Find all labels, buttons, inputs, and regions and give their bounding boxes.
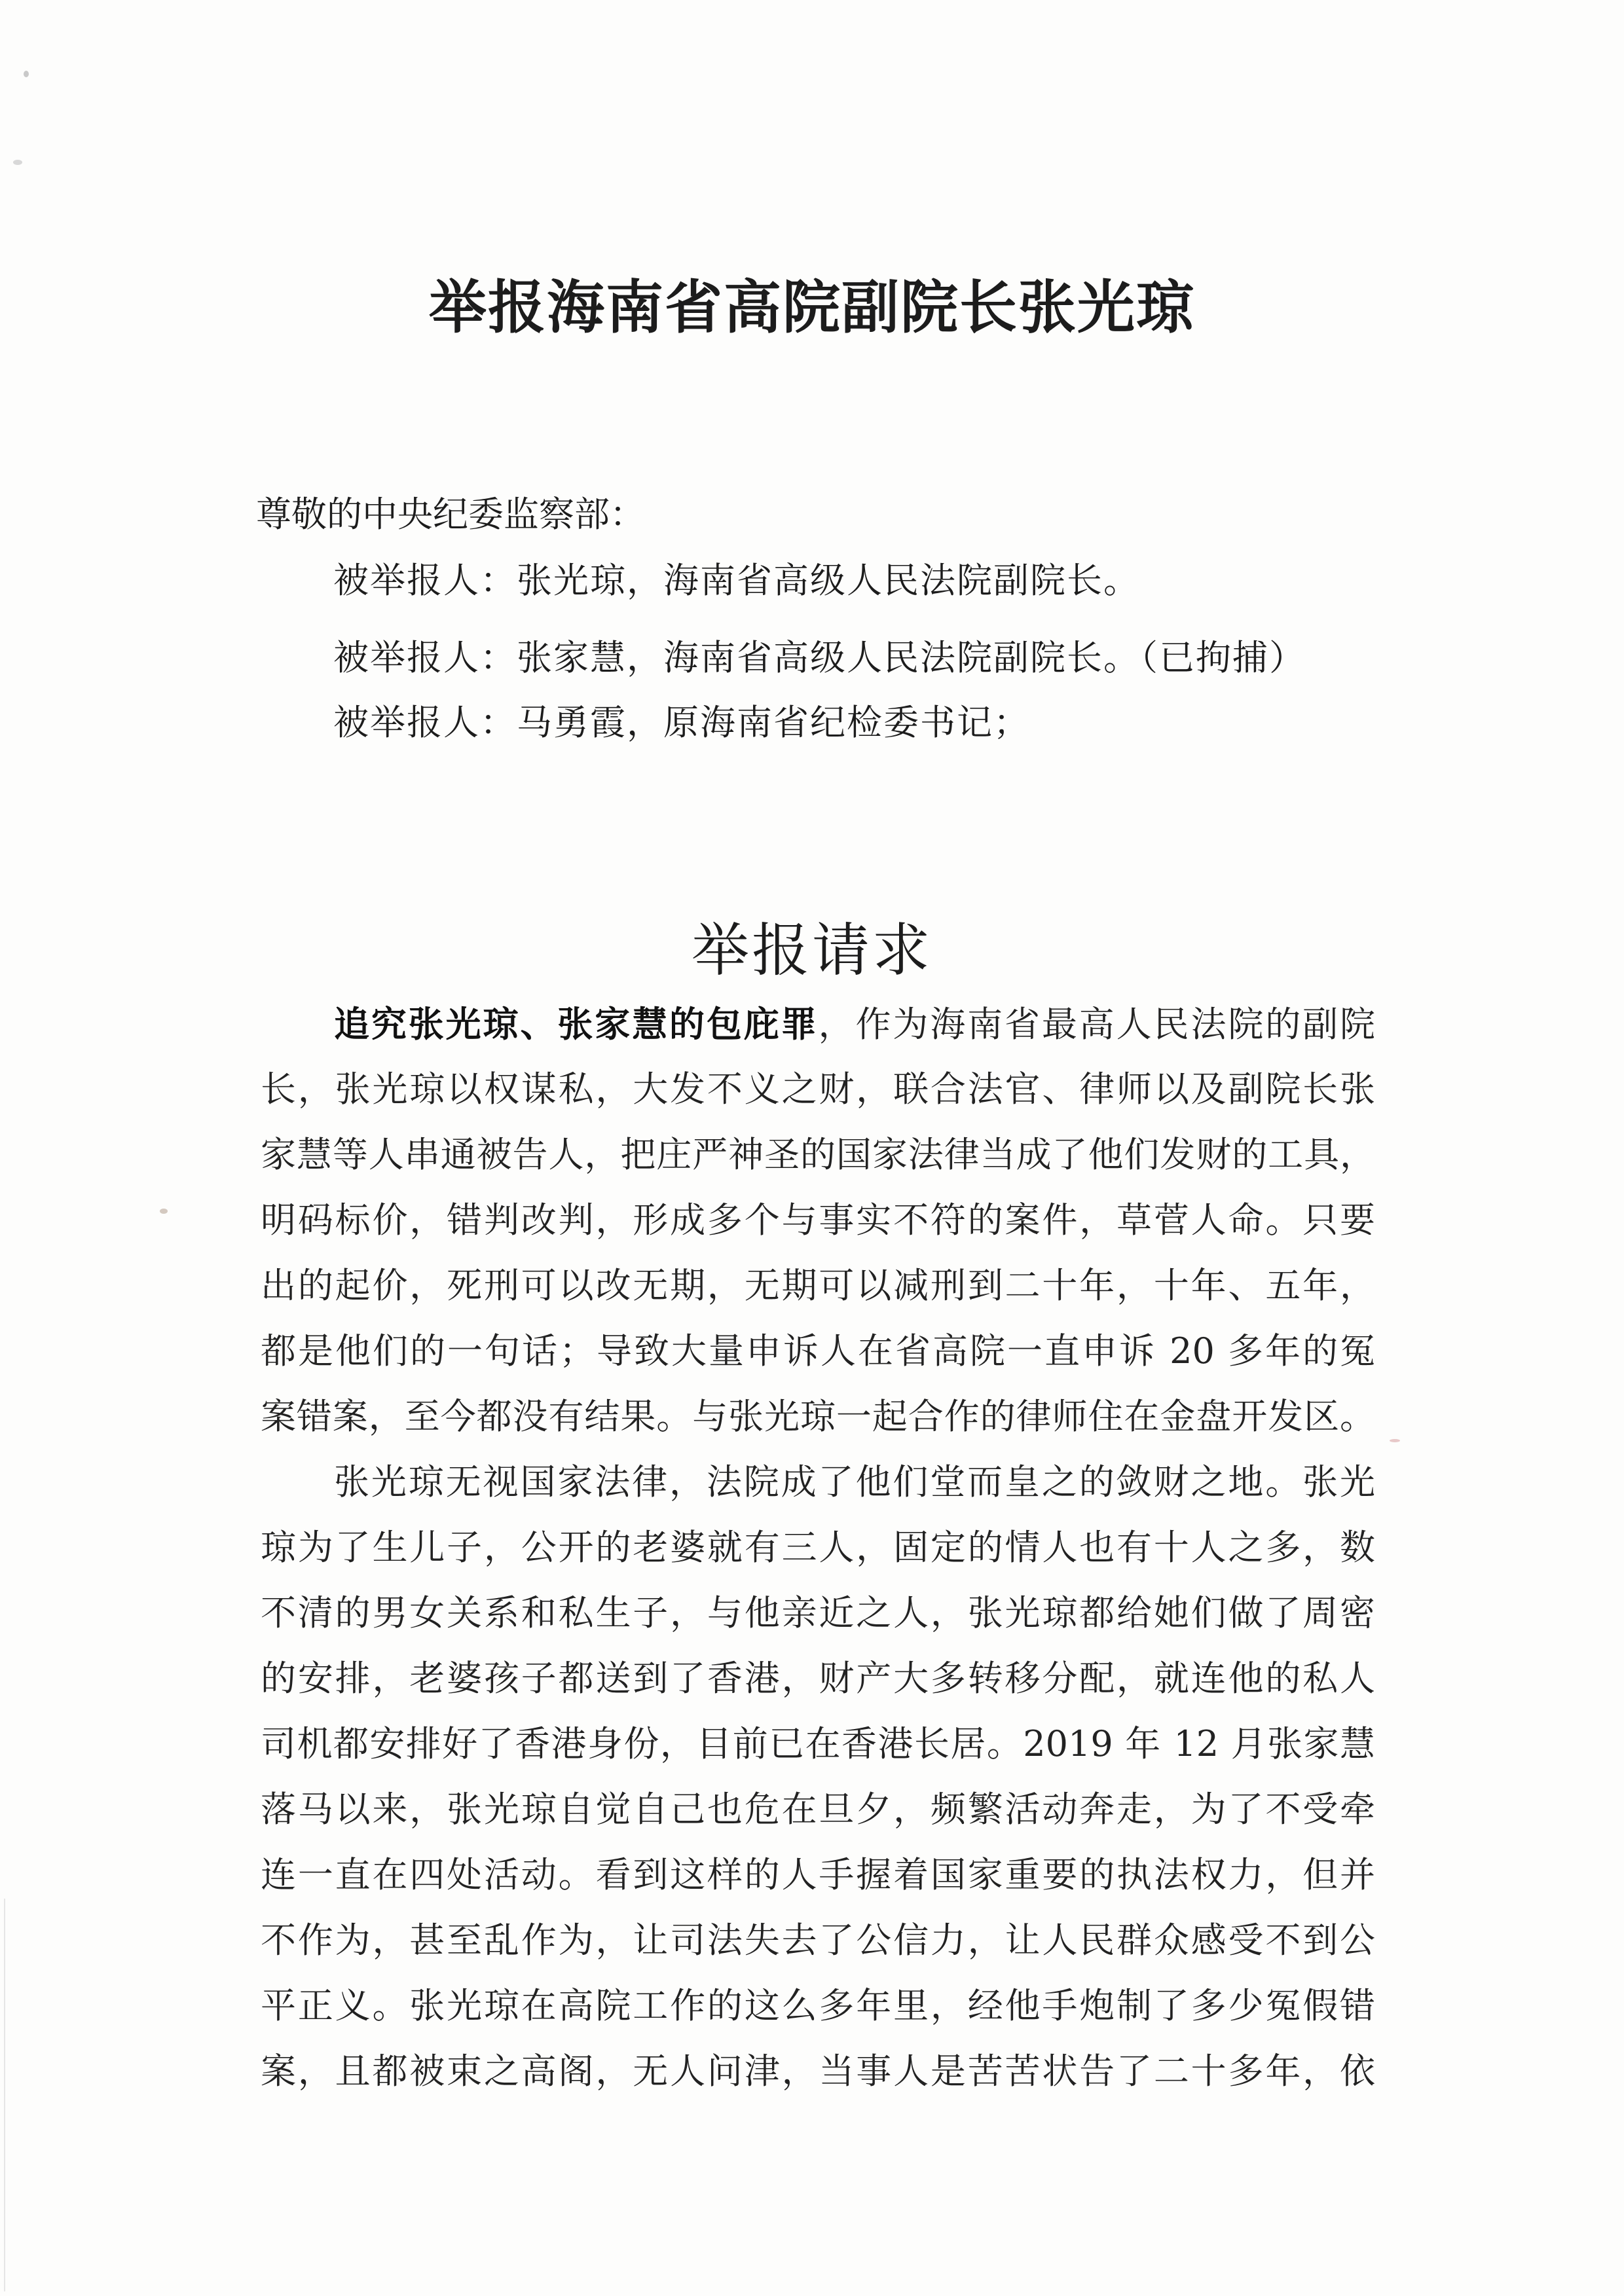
- body-line: 案，且都被束之高阁，无人问津，当事人是苦苦状告了二十多年，依: [261, 2050, 1375, 2092]
- body-line: 出的起价，死刑可以改无期，无期可以减刑到二十年，十年、五年，: [261, 1265, 1375, 1306]
- scan-speck: [1390, 1439, 1400, 1442]
- scan-edge-line: [4, 1899, 5, 2291]
- body-line: 张光琼无视国家法律，法院成了他们堂而皇之的敛财之地。张光: [334, 1461, 1375, 1503]
- respondent-line: 被举报人：张家慧，海南省高级人民法院副院长。（已拘捕）: [333, 637, 1306, 678]
- section-heading: 举报请求: [691, 917, 932, 984]
- body-line: 明码标价，错判改判，形成多个与事实不符的案件，草菅人命。只要: [261, 1199, 1375, 1241]
- body-line: 长，张光琼以权谋私，大发不义之财，联合法官、律师以及副院长张: [261, 1068, 1375, 1110]
- respondent-line: 被举报人：张光琼，海南省高级人民法院副院长。: [333, 560, 1140, 601]
- scan-speck: [24, 71, 29, 77]
- body-line: 案错案，至今都没有结果。与张光琼一起合作的律师住在金盘开发区。: [261, 1396, 1375, 1437]
- body-line: 平正义。张光琼在高院工作的这么多年里，经他手炮制了多少冤假错: [261, 1985, 1375, 2026]
- body-line: 琼为了生儿子，公开的老婆就有三人，固定的情人也有十人之多，数: [261, 1527, 1375, 1568]
- body-line: 不清的男女关系和私生子，与他亲近之人，张光琼都给她们做了周密: [261, 1592, 1375, 1633]
- body-line: 连一直在四处活动。看到这样的人手握着国家重要的执法权力，但并: [261, 1854, 1375, 1895]
- lead-bold-text: 追究张光琼、张家慧的包庇罪: [334, 1003, 819, 1045]
- body-text: [261, 991, 1375, 2104]
- body-line: 都是他们的一句话；导致大量申诉人在省高院一直申诉 20 多年的冤: [261, 1330, 1375, 1372]
- document-title: 举报海南省高院副院长张光琼: [428, 273, 1195, 341]
- salutation: 尊敬的中央纪委监察部：: [256, 494, 645, 535]
- body-line: 家慧等人串通被告人，把庄严神圣的国家法律当成了他们发财的工具，: [261, 1134, 1375, 1175]
- body-line-text: ，作为海南省最高人民法院的副院: [818, 1004, 1376, 1045]
- body-line: 司机都安排好了香港身份，目前已在香港长居。2019 年 12 月张家慧: [261, 1723, 1375, 1764]
- body-line: [261, 991, 1375, 1057]
- body-line: 不作为，甚至乱作为，让司法失去了公信力，让人民群众感受不到公: [261, 1920, 1375, 1961]
- scan-speck: [13, 160, 22, 165]
- respondent-line: 被举报人：马勇霞，原海南省纪检委书记；: [333, 702, 1030, 743]
- body-line: 落马以来，张光琼自觉自己也危在旦夕，频繁活动奔走，为了不受牵: [261, 1789, 1375, 1830]
- scan-speck: [160, 1209, 168, 1214]
- body-line: 的安排，老婆孩子都送到了香港，财产大多转移分配，就连他的私人: [261, 1658, 1375, 1699]
